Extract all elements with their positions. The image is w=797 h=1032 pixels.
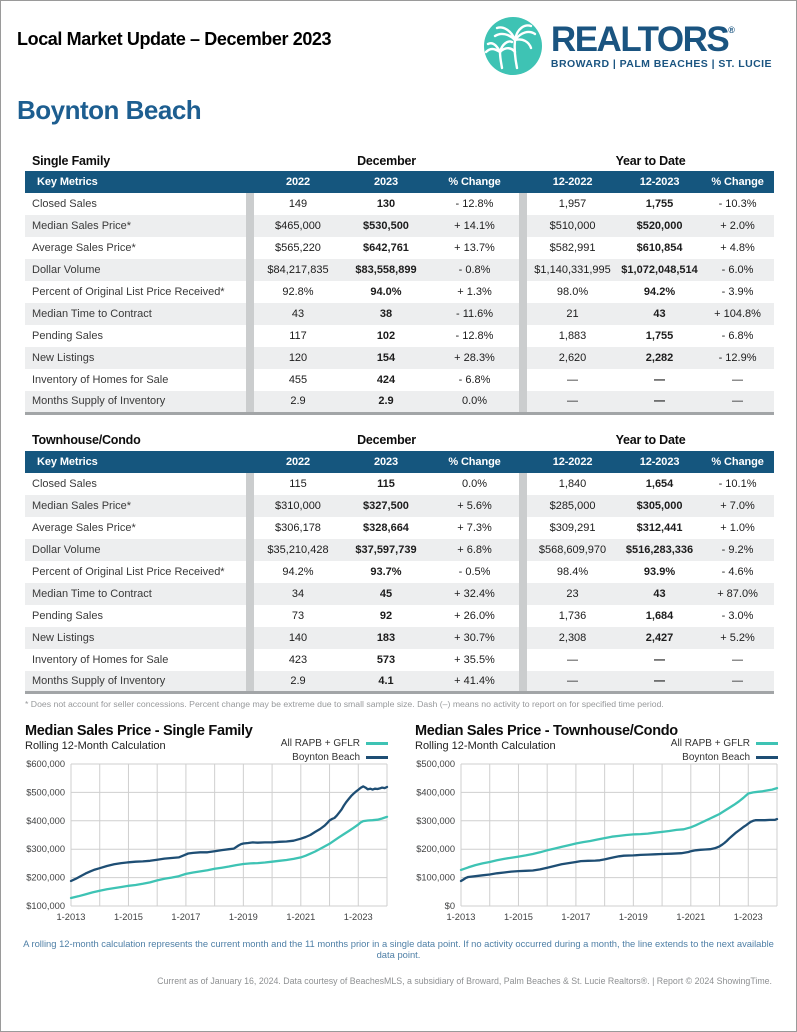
report-header bbox=[17, 1, 780, 77]
metric-value: — bbox=[701, 649, 774, 671]
table-row bbox=[25, 303, 774, 325]
single-family-table bbox=[25, 150, 780, 415]
column-separator bbox=[519, 539, 527, 561]
metric-value: + 5.6% bbox=[430, 495, 519, 517]
y-axis-tick-label: $400,000 bbox=[416, 787, 455, 798]
column-header: 12-2023 bbox=[618, 451, 701, 473]
chart-single-family bbox=[25, 723, 391, 929]
column-separator bbox=[246, 649, 254, 671]
metric-value: 92.8% bbox=[254, 281, 342, 303]
legend-swatch bbox=[756, 742, 778, 745]
x-axis-tick-label: 1-2017 bbox=[561, 912, 591, 922]
legend-label: All RAPB + GFLR bbox=[670, 737, 750, 749]
metric-value: $516,283,336 bbox=[618, 539, 701, 561]
column-header: Key Metrics bbox=[25, 451, 246, 473]
metric-value: 423 bbox=[254, 649, 342, 671]
metric-value: 1,883 bbox=[527, 325, 618, 347]
metric-label: Average Sales Price* bbox=[25, 237, 246, 259]
metric-value: - 10.1% bbox=[701, 473, 774, 495]
column-separator bbox=[246, 259, 254, 281]
metric-value: — bbox=[701, 369, 774, 391]
x-axis-tick-label: 1-2019 bbox=[228, 912, 258, 922]
metric-value: - 12.8% bbox=[430, 325, 519, 347]
metric-value: 1,684 bbox=[618, 605, 701, 627]
table-row bbox=[25, 473, 774, 495]
metric-value: + 104.8% bbox=[701, 303, 774, 325]
legend-swatch bbox=[366, 756, 388, 759]
chart-subtitle: Rolling 12-Month Calculation bbox=[415, 740, 556, 752]
metric-value: $312,441 bbox=[618, 517, 701, 539]
metric-label: Inventory of Homes for Sale bbox=[25, 369, 246, 391]
metric-value: + 1.3% bbox=[430, 281, 519, 303]
column-separator bbox=[246, 671, 254, 693]
metric-value: 115 bbox=[342, 473, 430, 495]
metric-value: + 13.7% bbox=[430, 237, 519, 259]
metric-value: 43 bbox=[618, 303, 701, 325]
column-separator bbox=[246, 605, 254, 627]
metric-value: - 0.8% bbox=[430, 259, 519, 281]
metric-value: 73 bbox=[254, 605, 342, 627]
column-separator bbox=[246, 237, 254, 259]
metric-value: — bbox=[618, 391, 701, 413]
metric-value: 23 bbox=[527, 583, 618, 605]
metric-value: 573 bbox=[342, 649, 430, 671]
table-row bbox=[25, 215, 774, 237]
x-axis-tick-label: 1-2015 bbox=[113, 912, 143, 922]
y-axis-tick-label: $300,000 bbox=[416, 815, 455, 826]
metric-value: + 6.8% bbox=[430, 539, 519, 561]
table-row bbox=[25, 561, 774, 583]
metric-label: Months Supply of Inventory bbox=[25, 391, 246, 413]
townhouse-condo-table bbox=[25, 430, 780, 695]
column-separator bbox=[246, 325, 254, 347]
metric-value: + 14.1% bbox=[430, 215, 519, 237]
line-chart bbox=[415, 757, 781, 929]
table-row bbox=[25, 237, 774, 259]
column-separator bbox=[519, 495, 527, 517]
metric-value: 2,427 bbox=[618, 627, 701, 649]
metric-value: 120 bbox=[254, 347, 342, 369]
column-header: % Change bbox=[701, 451, 774, 473]
series-line bbox=[461, 819, 777, 881]
rolling-calculation-note: A rolling 12-month calculation represents the current month and the 11 months prior in a single data point. If no activity occurred during a month, the line extends to the next available data point. bbox=[23, 938, 774, 960]
table-row bbox=[25, 539, 774, 561]
metric-value: 140 bbox=[254, 627, 342, 649]
metric-value: — bbox=[527, 649, 618, 671]
page-title: Boynton Beach bbox=[17, 95, 202, 125]
column-separator bbox=[519, 369, 527, 391]
metric-value: 2.9 bbox=[254, 671, 342, 693]
table-row bbox=[25, 627, 774, 649]
metric-value: 0.0% bbox=[430, 473, 519, 495]
column-separator bbox=[246, 347, 254, 369]
series-line bbox=[461, 788, 777, 870]
metric-label: Inventory of Homes for Sale bbox=[25, 649, 246, 671]
column-header: 12-2022 bbox=[527, 171, 618, 193]
metric-value: — bbox=[618, 671, 701, 693]
metric-value: 154 bbox=[342, 347, 430, 369]
series-line bbox=[71, 817, 387, 898]
column-separator bbox=[246, 150, 254, 171]
metric-value: $327,500 bbox=[342, 495, 430, 517]
logo-text bbox=[551, 22, 772, 70]
section-label: Single Family bbox=[25, 150, 246, 171]
legend-item bbox=[281, 736, 388, 750]
metric-value: $610,854 bbox=[618, 237, 701, 259]
metric-value: $35,210,428 bbox=[254, 539, 342, 561]
column-separator bbox=[519, 649, 527, 671]
x-axis-tick-label: 1-2023 bbox=[343, 912, 373, 922]
column-separator bbox=[519, 237, 527, 259]
column-separator bbox=[519, 671, 527, 693]
column-header: 2023 bbox=[342, 451, 430, 473]
metric-value: $37,597,739 bbox=[342, 539, 430, 561]
metric-value: + 1.0% bbox=[701, 517, 774, 539]
column-separator bbox=[246, 171, 254, 193]
column-header: Key Metrics bbox=[25, 171, 246, 193]
legend-item bbox=[671, 736, 778, 750]
column-separator bbox=[519, 193, 527, 215]
metric-value: 98.0% bbox=[527, 281, 618, 303]
metric-value: - 12.8% bbox=[430, 193, 519, 215]
metric-value: 92 bbox=[342, 605, 430, 627]
table-row bbox=[25, 347, 774, 369]
column-separator bbox=[519, 627, 527, 649]
table-row bbox=[25, 193, 774, 215]
ytd-group-label: Year to Date bbox=[527, 430, 774, 451]
metric-value: — bbox=[701, 391, 774, 413]
y-axis-tick-label: $500,000 bbox=[416, 759, 455, 769]
metric-label: Pending Sales bbox=[25, 325, 246, 347]
metric-value: - 6.8% bbox=[430, 369, 519, 391]
metric-value: - 10.3% bbox=[701, 193, 774, 215]
metric-value: $305,000 bbox=[618, 495, 701, 517]
x-axis-tick-label: 1-2013 bbox=[56, 912, 86, 922]
chart-title: Median Sales Price - Single Family bbox=[25, 723, 253, 739]
metric-value: — bbox=[527, 391, 618, 413]
metric-value: $510,000 bbox=[527, 215, 618, 237]
legend-label: Boynton Beach bbox=[292, 751, 360, 763]
y-axis-tick-label: $600,000 bbox=[26, 759, 65, 769]
metric-value: $84,217,835 bbox=[254, 259, 342, 281]
metric-value: + 2.0% bbox=[701, 215, 774, 237]
metric-value: + 28.3% bbox=[430, 347, 519, 369]
metric-label: Average Sales Price* bbox=[25, 517, 246, 539]
metric-label: Median Time to Contract bbox=[25, 583, 246, 605]
metric-value: - 0.5% bbox=[430, 561, 519, 583]
month-group-label: December bbox=[254, 430, 519, 451]
x-axis-tick-label: 1-2013 bbox=[446, 912, 476, 922]
x-axis-tick-label: 1-2021 bbox=[676, 912, 706, 922]
brand-name: REALTORS® bbox=[550, 20, 735, 59]
metric-value: 94.2% bbox=[254, 561, 342, 583]
column-separator bbox=[246, 495, 254, 517]
metric-value: + 4.8% bbox=[701, 237, 774, 259]
metric-value: $465,000 bbox=[254, 215, 342, 237]
metric-value: + 7.3% bbox=[430, 517, 519, 539]
registered-mark: ® bbox=[728, 25, 735, 35]
metric-value: 94.2% bbox=[618, 281, 701, 303]
metric-value: 455 bbox=[254, 369, 342, 391]
column-separator bbox=[519, 517, 527, 539]
column-separator bbox=[246, 303, 254, 325]
y-axis-tick-label: $300,000 bbox=[26, 844, 65, 855]
metric-value: 117 bbox=[254, 325, 342, 347]
column-separator bbox=[519, 325, 527, 347]
metrics-table bbox=[25, 150, 774, 415]
metric-value: 2,620 bbox=[527, 347, 618, 369]
column-header: % Change bbox=[701, 171, 774, 193]
metric-value: 93.7% bbox=[342, 561, 430, 583]
brand-regions: BROWARD | PALM BEACHES | ST. LUCIE bbox=[550, 58, 772, 70]
chart-legend bbox=[671, 736, 778, 764]
metric-value: 38 bbox=[342, 303, 430, 325]
legend-label: All RAPB + GFLR bbox=[280, 737, 360, 749]
column-separator bbox=[519, 215, 527, 237]
metric-value: $568,609,970 bbox=[527, 539, 618, 561]
chart-title: Median Sales Price - Townhouse/Condo bbox=[415, 723, 678, 739]
legend-swatch bbox=[366, 742, 388, 745]
metric-label: Dollar Volume bbox=[25, 539, 246, 561]
column-separator bbox=[246, 473, 254, 495]
metric-value: $642,761 bbox=[342, 237, 430, 259]
metric-value: + 5.2% bbox=[701, 627, 774, 649]
metric-value: — bbox=[527, 369, 618, 391]
metric-value: 34 bbox=[254, 583, 342, 605]
column-separator bbox=[519, 150, 527, 171]
column-separator bbox=[519, 473, 527, 495]
metric-value: $530,500 bbox=[342, 215, 430, 237]
metric-value: 43 bbox=[254, 303, 342, 325]
table-row bbox=[25, 369, 774, 391]
metric-value: $582,991 bbox=[527, 237, 618, 259]
metric-value: + 41.4% bbox=[430, 671, 519, 693]
column-header: % Change bbox=[430, 451, 519, 473]
metric-value: 1,755 bbox=[618, 193, 701, 215]
metric-label: Median Sales Price* bbox=[25, 495, 246, 517]
metric-value: - 9.2% bbox=[701, 539, 774, 561]
metric-value: 1,957 bbox=[527, 193, 618, 215]
column-separator bbox=[519, 391, 527, 413]
metric-label: Dollar Volume bbox=[25, 259, 246, 281]
metric-label: Months Supply of Inventory bbox=[25, 671, 246, 693]
legend-item bbox=[281, 750, 388, 764]
charts-row bbox=[25, 723, 780, 929]
column-separator bbox=[246, 583, 254, 605]
metric-value: 1,736 bbox=[527, 605, 618, 627]
palm-trees-icon bbox=[482, 15, 544, 77]
metric-value: $1,140,331,995 bbox=[527, 259, 618, 281]
realtors-logo bbox=[482, 15, 772, 77]
metric-value: - 6.8% bbox=[701, 325, 774, 347]
metric-value: + 26.0% bbox=[430, 605, 519, 627]
column-separator bbox=[519, 259, 527, 281]
column-header: % Change bbox=[430, 171, 519, 193]
metric-value: — bbox=[527, 671, 618, 693]
metric-value: $328,664 bbox=[342, 517, 430, 539]
y-axis-tick-label: $100,000 bbox=[26, 901, 65, 911]
column-separator bbox=[246, 539, 254, 561]
metric-value: - 3.9% bbox=[701, 281, 774, 303]
legend-label: Boynton Beach bbox=[682, 751, 750, 763]
metric-value: 93.9% bbox=[618, 561, 701, 583]
column-separator bbox=[246, 193, 254, 215]
x-axis-tick-label: 1-2017 bbox=[171, 912, 201, 922]
metric-value: - 6.0% bbox=[701, 259, 774, 281]
metric-value: 115 bbox=[254, 473, 342, 495]
metric-label: Median Sales Price* bbox=[25, 215, 246, 237]
metric-value: + 30.7% bbox=[430, 627, 519, 649]
metric-value: 4.1 bbox=[342, 671, 430, 693]
metric-value: $306,178 bbox=[254, 517, 342, 539]
metric-value: 94.0% bbox=[342, 281, 430, 303]
metric-value: 2.9 bbox=[254, 391, 342, 413]
metric-value: 149 bbox=[254, 193, 342, 215]
chart-subtitle: Rolling 12-Month Calculation bbox=[25, 740, 166, 752]
column-header: 2022 bbox=[254, 171, 342, 193]
y-axis-tick-label: $100,000 bbox=[416, 872, 455, 883]
metric-value: + 35.5% bbox=[430, 649, 519, 671]
column-header: 12-2022 bbox=[527, 451, 618, 473]
column-separator bbox=[519, 561, 527, 583]
table-row bbox=[25, 281, 774, 303]
legend-swatch bbox=[756, 756, 778, 759]
column-separator bbox=[246, 430, 254, 451]
metric-label: Percent of Original List Price Received* bbox=[25, 281, 246, 303]
x-axis-tick-label: 1-2019 bbox=[618, 912, 648, 922]
metric-value: 0.0% bbox=[430, 391, 519, 413]
metric-value: - 12.9% bbox=[701, 347, 774, 369]
column-separator bbox=[246, 627, 254, 649]
column-separator bbox=[519, 605, 527, 627]
report-title: Local Market Update – December 2023 bbox=[17, 29, 332, 49]
y-axis-tick-label: $200,000 bbox=[416, 844, 455, 855]
ytd-group-label: Year to Date bbox=[527, 150, 774, 171]
x-axis-tick-label: 1-2023 bbox=[733, 912, 763, 922]
y-axis-tick-label: $500,000 bbox=[26, 787, 65, 798]
metric-value: + 32.4% bbox=[430, 583, 519, 605]
metric-value: $83,558,899 bbox=[342, 259, 430, 281]
metric-value: - 11.6% bbox=[430, 303, 519, 325]
metric-value: + 87.0% bbox=[701, 583, 774, 605]
column-separator bbox=[519, 430, 527, 451]
column-header: 12-2023 bbox=[618, 171, 701, 193]
metric-value: 45 bbox=[342, 583, 430, 605]
y-axis-tick-label: $0 bbox=[444, 901, 455, 911]
chart-legend bbox=[281, 736, 388, 764]
metric-value: - 4.6% bbox=[701, 561, 774, 583]
metric-value: 21 bbox=[527, 303, 618, 325]
table-row bbox=[25, 583, 774, 605]
table-row bbox=[25, 325, 774, 347]
table-row bbox=[25, 605, 774, 627]
table-footnote: * Does not account for seller concessions. Percent change may be extreme due to small sample size. Dash (–) means no activity to report on for specified time period. bbox=[25, 699, 664, 709]
metric-label: Pending Sales bbox=[25, 605, 246, 627]
metric-value: 130 bbox=[342, 193, 430, 215]
metric-value: 2,308 bbox=[527, 627, 618, 649]
column-separator bbox=[519, 451, 527, 473]
metric-value: $285,000 bbox=[527, 495, 618, 517]
chart-townhouse-condo bbox=[415, 723, 781, 929]
metric-value: 2.9 bbox=[342, 391, 430, 413]
month-group-label: December bbox=[254, 150, 519, 171]
credit-note: Current as of January 16, 2024. Data courtesy of BeachesMLS, a subsidiary of Broward, Palm Beaches & St. Lucie Realtors®. | Report © 2024 ShowingTime. bbox=[157, 976, 772, 986]
table-row bbox=[25, 517, 774, 539]
column-separator bbox=[246, 451, 254, 473]
metric-label: Closed Sales bbox=[25, 193, 246, 215]
metrics-table bbox=[25, 430, 774, 695]
metric-label: Median Time to Contract bbox=[25, 303, 246, 325]
x-axis-tick-label: 1-2015 bbox=[503, 912, 533, 922]
metric-value: 1,840 bbox=[527, 473, 618, 495]
metric-value: $520,000 bbox=[618, 215, 701, 237]
metric-value: — bbox=[618, 649, 701, 671]
metric-value: 43 bbox=[618, 583, 701, 605]
metric-value: $565,220 bbox=[254, 237, 342, 259]
metric-value: $309,291 bbox=[527, 517, 618, 539]
column-separator bbox=[519, 583, 527, 605]
metric-value: 424 bbox=[342, 369, 430, 391]
column-separator bbox=[519, 303, 527, 325]
column-header: 2023 bbox=[342, 171, 430, 193]
metric-value: — bbox=[618, 369, 701, 391]
column-separator bbox=[246, 215, 254, 237]
column-separator bbox=[246, 391, 254, 413]
table-row bbox=[25, 649, 774, 671]
metric-value: — bbox=[701, 671, 774, 693]
table-row bbox=[25, 671, 774, 693]
metric-label: Percent of Original List Price Received* bbox=[25, 561, 246, 583]
y-axis-tick-label: $200,000 bbox=[26, 872, 65, 883]
metric-label: New Listings bbox=[25, 627, 246, 649]
metric-value: + 7.0% bbox=[701, 495, 774, 517]
metric-value: 1,654 bbox=[618, 473, 701, 495]
y-axis-tick-label: $400,000 bbox=[26, 815, 65, 826]
column-separator bbox=[519, 171, 527, 193]
table-row bbox=[25, 495, 774, 517]
metric-value: 1,755 bbox=[618, 325, 701, 347]
column-separator bbox=[246, 369, 254, 391]
column-header: 2022 bbox=[254, 451, 342, 473]
table-row bbox=[25, 259, 774, 281]
metric-value: 183 bbox=[342, 627, 430, 649]
column-separator bbox=[519, 281, 527, 303]
metric-value: - 3.0% bbox=[701, 605, 774, 627]
section-label: Townhouse/Condo bbox=[25, 430, 246, 451]
legend-item bbox=[671, 750, 778, 764]
column-separator bbox=[246, 517, 254, 539]
metric-label: New Listings bbox=[25, 347, 246, 369]
table-row bbox=[25, 391, 774, 413]
metric-value: 98.4% bbox=[527, 561, 618, 583]
metric-value: $310,000 bbox=[254, 495, 342, 517]
metric-label: Closed Sales bbox=[25, 473, 246, 495]
line-chart bbox=[25, 757, 391, 929]
x-axis-tick-label: 1-2021 bbox=[286, 912, 316, 922]
column-separator bbox=[246, 561, 254, 583]
metric-value: $1,072,048,514 bbox=[618, 259, 701, 281]
column-separator bbox=[519, 347, 527, 369]
metric-value: 2,282 bbox=[618, 347, 701, 369]
column-separator bbox=[246, 281, 254, 303]
metric-value: 102 bbox=[342, 325, 430, 347]
